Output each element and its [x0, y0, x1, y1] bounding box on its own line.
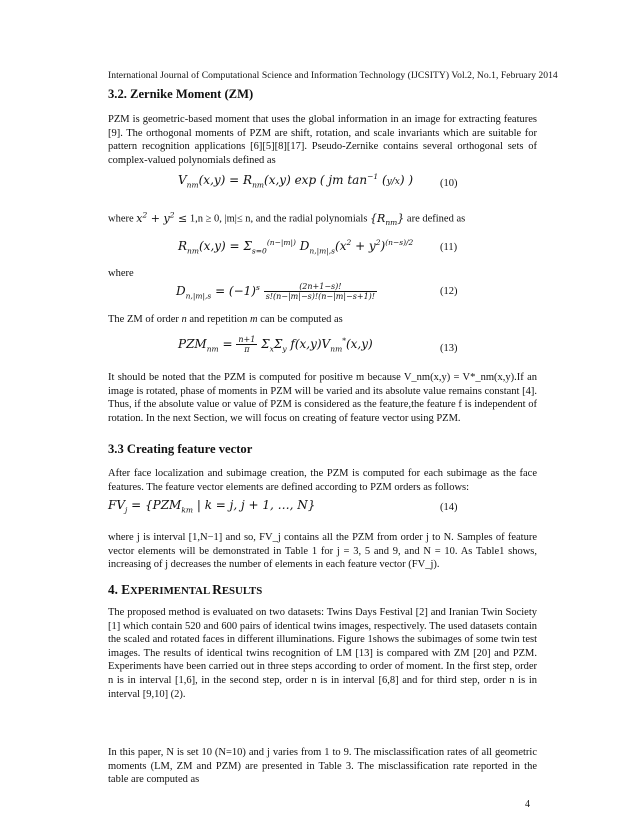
equation-12-number: (12) [440, 286, 458, 297]
radial-set-symbol: $\{R_{nm}\}$ [370, 211, 405, 227]
paragraph-feature-vector: After face localization and subimage creation, the PZM is computed for each subimage as the face features. The feature vector elements are defined according to PZM orders as follows: [108, 468, 537, 493]
circle-condition: $x^2 + y^2$ ≤ [136, 210, 188, 225]
paragraph-pzm-intro: PZM is geometric-based moment that uses the global information in an image for extracting features [9]. The orthogonal moments of PZM are shift, rotation, and scale invariants which are suitable for pattern recognition applications [6][5][8][17]. Pseudo-Zernike contains several orthogonal sets of complex-valued polynomials defined as [108, 114, 537, 166]
equation-13-number: (13) [440, 343, 458, 354]
paragraph-rotation-invariance: It should be noted that the PZM is computed for positive m because V_nm(x,y) = V*_nm(x,y).If an image is rotated, phase of moments in PZM will be varied and its absolute value remains constant [4]. Thus, if the absolute value or value of PZM is considered as the feature,the feature f is independent of rotation. In the next Section, we will focus on creating of feature vector using PZM. [108, 372, 537, 424]
where-line-2: where [108, 268, 134, 279]
equation-14: $FV_j = \{PZM_{km}$ | k = j, j + 1, …, N} [108, 498, 316, 515]
section-4-title-part-c: R [212, 582, 222, 597]
equation-10-number: (10) [440, 178, 458, 189]
paragraph-misclassification: In this paper, N is set 10 (N=10) and j varies from 1 to 9. The misclassification rates of all geometric moments (LM, ZM and PZM) are presented in Table 3. The misclassification rate reported in the table are computed as [108, 747, 537, 786]
journal-header: International Journal of Computational Science and Information Technology (IJCSITY) Vol.2, No.1, February 2014 [108, 70, 558, 81]
defined-as-text: are defined as [406, 213, 466, 225]
equation-13: $PZM_{nm}$ = $\frac{n+1}{\pi}$ $\Sigma_x\Sigma_y$ $f(x,y)V_{nm}^*(x,y)$ [178, 335, 373, 354]
equation-11-number: (11) [440, 242, 458, 253]
section-4-title [108, 582, 262, 598]
section-3-2-title: 3.2. Zernike Moment (ZM) [108, 87, 254, 101]
section-3-3-title: 3.3 Creating feature vector [108, 442, 253, 456]
section-4-title-part-a: 4. E [108, 582, 130, 597]
equation-12: $D_{n,|m|,s} = (-1)^s$ $\frac{(2n+1-s)!}{s!(n-|m|-s)!(n-|m|-s+1)!}$ [176, 282, 375, 301]
equation-14-number: (14) [440, 502, 458, 513]
page-number: 4 [525, 799, 530, 810]
equation-11: $R_{nm}(x,y) = \Sigma_{s=0}^{(n-|m|)}$ $D_{n,|m|,s}(x^2 + y^2)^{(n-s)/2}$ [178, 238, 414, 256]
section-4-title-part-d: ESULTS [221, 585, 263, 597]
section-4-title-part-b: XPERIMENTAL [129, 585, 213, 597]
where-label: where [108, 213, 134, 225]
equation-12-fraction: $\frac{(2n+1-s)!}{s!(n-|m|-s)!(n-|m|-s+1)!}$ [265, 282, 375, 301]
equation-13-fraction: $\frac{n+1}{\pi}$ [238, 335, 256, 354]
zm-order-text: The ZM of order n and repetition m can be computed as [108, 314, 343, 325]
where-condition-text: 1,n ≥ 0, |m|≤ n, and the radial polynomials [189, 213, 368, 225]
equation-10: $V_{nm}(x,y) = R_{nm}(x,y)$ exp ( jm $\tan^{-1} (y/x)$ ) [178, 172, 414, 190]
where-line-1 [108, 210, 465, 227]
paragraph-feature-samples: where j is interval [1,N−1] and so, FV_j contains all the PZM from order j to N. Samples of feature vector elements will be demonstrated in Table 1 for j = 3, 5 and 9, and N = 10. As Table1 shows, increasing of j decreases the number of elements in each feature vector (FV_j). [108, 532, 537, 571]
paragraph-experiments: The proposed method is evaluated on two datasets: Twins Days Festival [2] and Iranian Twin Society [1] which contain 520 and 600 pairs of identical twins images, respectively. The used datasets contain the scaled and rotated faces in different illuminations. Figure 1shows the subimages of some twin test images. The results of identical twins recognition of LM [13] is compared with ZM [20] and PZM. Experiments have been carried out in three steps according to order of moment. In the first step, order n is in interval [1,6], in the second step, order n is in interval [6,8] and for third step, order n is in interval [9,10] (2). [108, 607, 537, 700]
